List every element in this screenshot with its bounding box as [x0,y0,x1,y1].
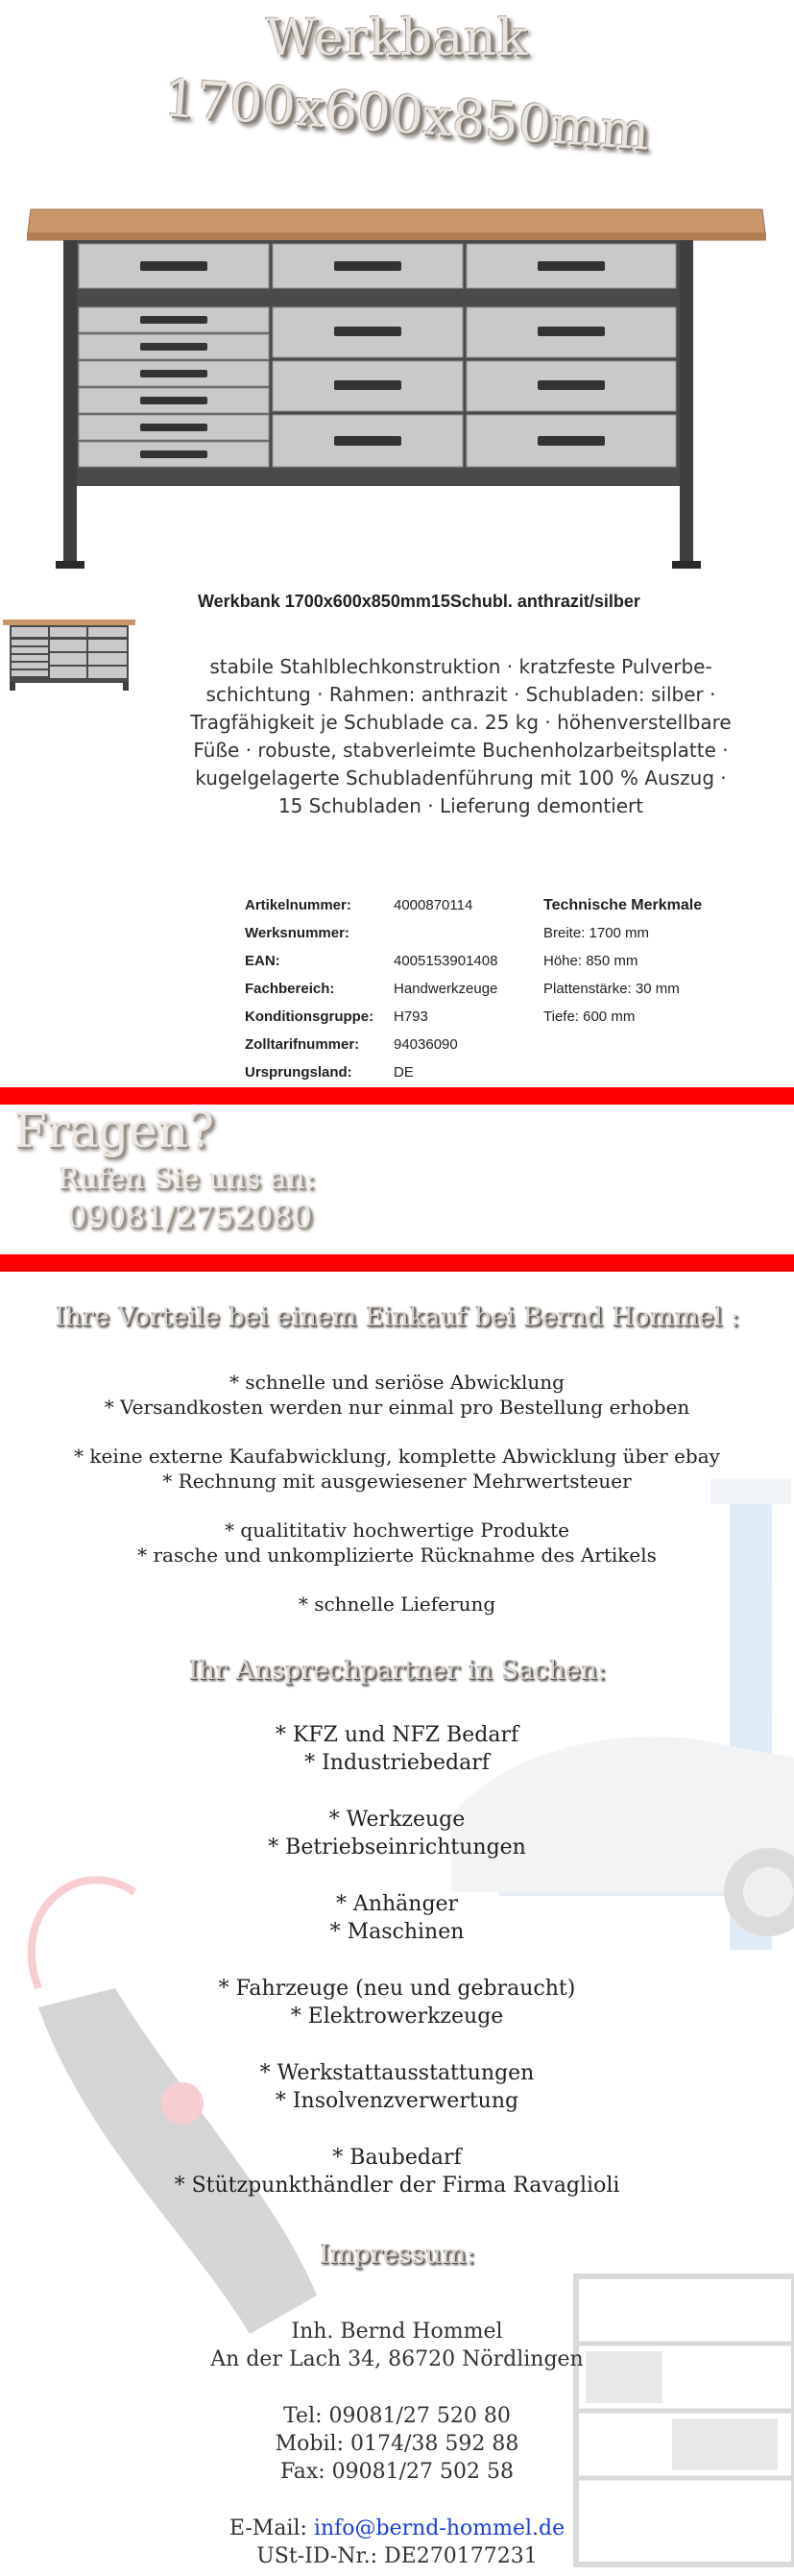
feature-line: 15 Schubladen · Lieferung demontiert [277,794,644,817]
product-name: Werkbank 1700x600x850mm15Schubl. anthrazit/silber [198,592,640,611]
spec-label: Artikelnummer: [245,897,351,913]
impressum-tel: Tel: 09081/27 520 80 [283,2404,511,2428]
email-link[interactable]: info@bernd-hommel.de [313,2516,565,2540]
list-item: * Industriebedarf [304,1751,490,1775]
tech-spec: Höhe: 850 mm [543,953,638,969]
list-item: * schnelle und seriöse Abwicklung [229,1371,565,1394]
list-item: * Elektrowerkzeuge [290,2005,504,2029]
impressum-ustid: USt-ID-Nr.: DE270177231 [256,2544,538,2568]
banner-phone-number[interactable]: 09081/2752080 [67,1199,313,1235]
impressum-mobil: Mobil: 0174/38 592 88 [275,2432,519,2456]
spec-label: Zolltarifnummer: [245,1036,360,1053]
spec-label: Konditionsgruppe: [245,1009,374,1025]
spec-value: H793 [394,1009,428,1025]
spec-value: Handwerkzeuge [394,981,498,997]
advantages-list [0,1370,794,1616]
feature-line: Tragfähigkeit je Schublade ca. 25 kg · höhenverstellbare [190,711,732,734]
list-item: * rasche und unkomplizierte Rücknahme des Artikels [137,1543,657,1567]
spec-label: Werksnummer: [245,925,349,941]
list-item: * Fahrzeuge (neu und gebraucht) [218,1977,576,2001]
spec-value: DE [394,1064,414,1081]
tech-specs [543,891,702,1031]
tech-spec: Plattenstärke: 30 mm [543,981,680,997]
list-item: * qualititativ hochwertige Produkte [225,1519,569,1542]
list-item: * keine externe Kaufabwicklung, komplette Abwicklung über ebay [74,1445,720,1468]
tech-spec: Breite: 1700 mm [543,925,650,941]
spec-value [394,919,497,947]
partner-title: Ihr Ansprechpartner in Sachen: [187,1656,607,1686]
impressum-fax: Fax: 09081/27 502 58 [279,2460,515,2484]
spec-label: EAN: [245,953,280,969]
list-item: * Insolvenzverwertung [275,2089,519,2113]
impressum-address: An der Lach 34, 86720 Nördlingen [210,2347,584,2371]
spec-label: Ursprungsland: [245,1064,352,1081]
list-item: * Baubedarf [332,2146,462,2170]
spec-labels [245,891,373,1086]
list-item: * Anhänger [335,1892,459,1916]
list-item: * Stützpunkthändler der Firma Ravaglioli [174,2174,620,2198]
page-title-line1: Werkbank [265,10,529,67]
list-item: * KFZ und NFZ Bedarf [275,1723,519,1747]
impressum-owner: Inh. Bernd Hommel [291,2320,503,2344]
list-item: * Werkstattausstattungen [259,2061,535,2085]
feature-line: Füße · robuste, stabverleimte Buchenholzarbeitsplatte · [193,739,729,762]
spec-value: 4000870114 [394,897,473,913]
list-item: * Betriebseinrichtungen [268,1835,526,1859]
list-item: * schnelle Lieferung [298,1592,496,1616]
list-item: * Werkzeuge [328,1808,466,1832]
spec-value: 94036090 [394,1036,458,1053]
list-item: * Versandkosten werden nur einmal pro Bestellung erhoben [104,1396,690,1419]
spec-values [394,891,497,1086]
impressum-title: Impressum: [319,2240,475,2270]
feature-line: stabile Stahlblechkonstruktion · kratzfeste Pulverbe- [209,655,712,678]
call-us-text: Rufen Sie uns an: [58,1162,315,1196]
advantages-title: Ihre Vorteile bei einem Einkauf bei Bernd Hommel : [55,1302,739,1332]
page-title-line2: 1700x600x850mm [161,67,652,162]
tech-spec: Tiefe: 600 mm [543,1009,636,1025]
spec-label: Fachbereich: [245,981,335,997]
tech-specs-title: Technische Merkmale [543,897,703,913]
questions-heading: Fragen? [13,1103,215,1158]
product-features [163,653,758,820]
impressum-email-line [0,2515,794,2542]
email-label: E-Mail: [229,2516,314,2540]
list-item: * Rechnung mit ausgewiesener Mehrwertsteuer [162,1470,632,1493]
feature-line: kugelgelagerte Schubladenführung mit 100 % Auszug · [195,766,727,790]
partner-list [0,1721,794,2199]
workbench-product-image [27,206,766,571]
list-item: * Maschinen [329,1920,465,1944]
feature-line: schichtung · Rahmen: anthrazit · Schubladen: silber · [205,683,716,706]
spec-value: 4005153901408 [394,953,498,969]
product-thumbnail-image[interactable] [2,619,136,692]
impressum-block [0,2318,794,2570]
red-divider-bottom [0,1254,794,1272]
